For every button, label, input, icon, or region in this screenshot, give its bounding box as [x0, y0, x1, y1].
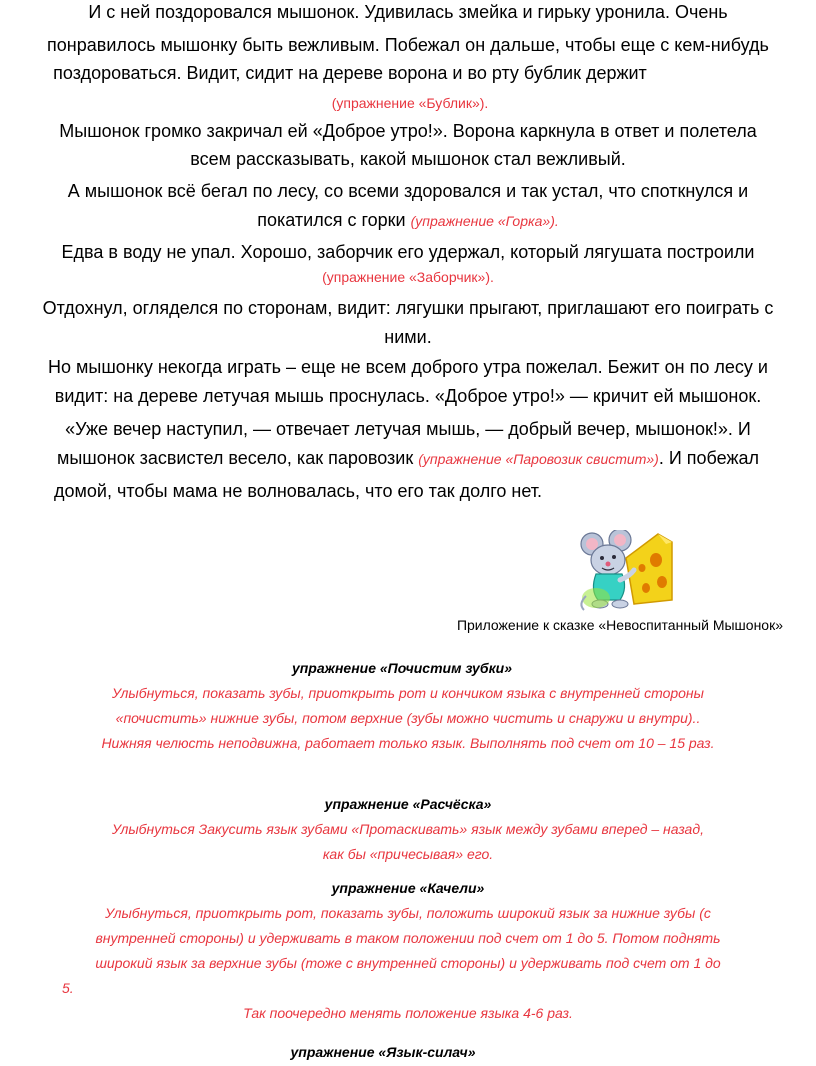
story-line-with-exercise — [0, 209, 816, 232]
story-line: Но мышонку некогда играть – еще не всем доброго утра пожелал. Бежит он по лесу и — [48, 357, 768, 377]
mouse-with-cheese-illustration — [576, 530, 676, 614]
appendix-caption: Приложение к сказке «Невоспитанный Мышонок» — [456, 617, 783, 633]
exercise-description-line: как бы «причесывая» его. — [322, 846, 494, 862]
exercise-description-line: Так поочередно менять положение языка 4-6 раз. — [243, 1005, 573, 1021]
exercise-title: упражнение «Почистим зубки» — [291, 660, 513, 676]
exercise-description-line: Нижняя челюсть неподвижна, работает только язык. Выполнять под счет от 10 – 15 раз. — [101, 735, 715, 751]
story-line: видит: на дереве летучая мышь проснулась. «Доброе утро!» — кричит ей мышонок. — [54, 386, 762, 406]
story-line: А мышонок всё бегал по лесу, со всеми здоровался и так устал, что споткнулся и — [67, 181, 749, 201]
exercise-title: упражнение «Качели» — [331, 880, 485, 896]
story-text-span: . И побежал — [658, 448, 759, 468]
story-line: всем рассказывать, какой мышонок стал вежливый. — [190, 149, 626, 169]
exercise-description-line: «почистить» нижние зубы, потом верхние (зубы можно чистить и снаружи и внутри).. — [115, 710, 701, 726]
exercise-title: упражнение «Расчёска» — [324, 796, 492, 812]
exercise-description-line: широкий язык за верхние зубы (тоже с внутренней стороны) и удерживать под счет от 1 до — [95, 955, 721, 971]
story-line-with-exercise — [0, 447, 816, 470]
exercise-reference: (упражнение «Бублик»). — [331, 95, 489, 111]
story-line: «Уже вечер наступил, — отвечает летучая мышь, — добрый вечер, мышонок!». И — [65, 419, 751, 439]
exercise-title: упражнение «Язык-силач» — [290, 1044, 476, 1060]
exercise-description-line: внутренней стороны) и удерживать в таком положении под счет от 1 до 5. Потом поднять — [95, 930, 721, 946]
exercise-reference: (упражнение «Паровозик свистит») — [418, 451, 659, 467]
story-line: поздороваться. Видит, сидит на дереве ворона и во рту бублик держит — [53, 63, 647, 83]
exercise-description-line: Улыбнуться, показать зубы, приоткрыть рот и кончиком языка с внутренней стороны — [112, 685, 704, 701]
story-line: Отдохнул, огляделся по сторонам, видит: лягушки прыгают, приглашают его поиграть с — [42, 298, 774, 318]
exercise-description-line: Улыбнуться, приоткрыть рот, показать зубы, положить широкий язык за нижние зубы (с — [105, 905, 711, 921]
exercise-reference: (упражнение «Горка»). — [410, 213, 559, 229]
exercise-reference: (упражнение «Заборчик»). — [322, 269, 494, 285]
story-text-span: мышонок засвистел весело, как паровозик — [56, 448, 414, 468]
story-text-span: покатился с горки — [257, 210, 406, 230]
story-line: понравилось мышонку быть вежливым. Побежал он дальше, чтобы еще с кем-нибудь — [47, 35, 769, 55]
exercise-description-line: 5. — [62, 980, 74, 996]
story-line: ними. — [384, 327, 432, 347]
story-line: домой, чтобы мама не волновалась, что его так долго нет. — [53, 481, 542, 501]
story-line: Мышонок громко закричал ей «Доброе утро!». Ворона каркнула в ответ и полетела — [59, 121, 757, 141]
story-line: И с ней поздоровался мышонок. Удивилась змейка и гирьку уронила. Очень — [88, 2, 728, 22]
story-line: Едва в воду не упал. Хорошо, заборчик его удержал, который лягушата построили — [61, 242, 755, 262]
exercise-description-line: Улыбнуться Закусить язык зубами «Протаскивать» язык между зубами вперед – назад, — [112, 821, 704, 837]
